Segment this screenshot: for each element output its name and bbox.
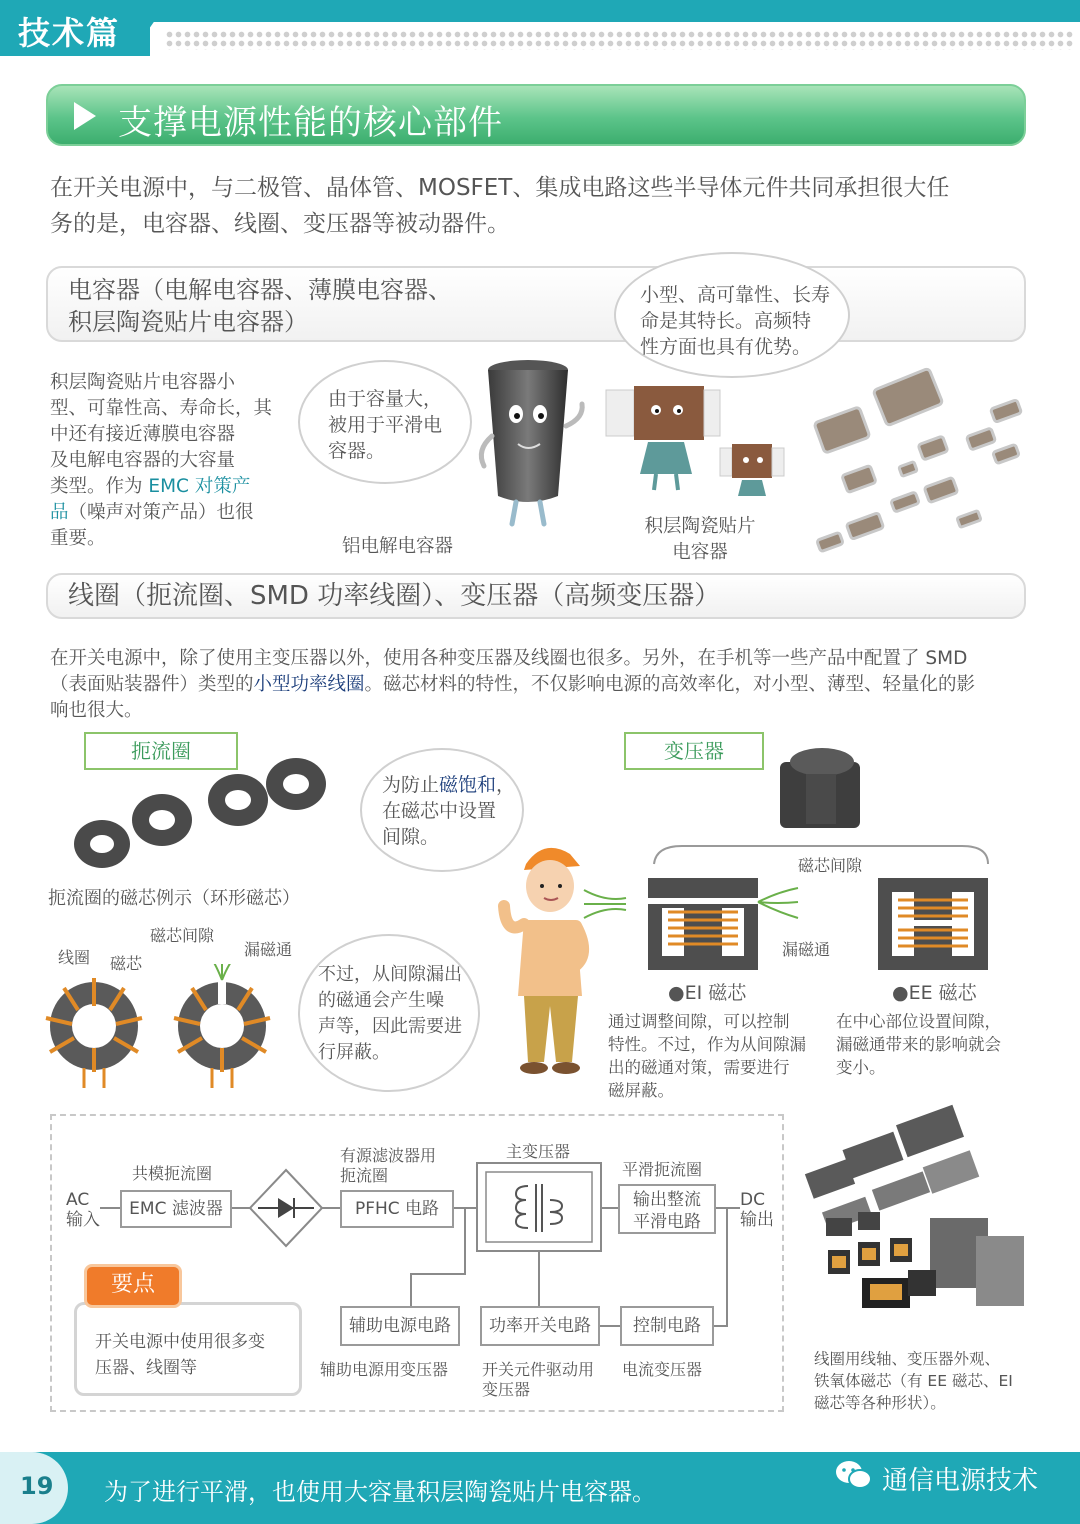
- coil-transformer-components-photo: [800, 1100, 1040, 1344]
- bubble-line: 的磁通会产生噪: [318, 990, 444, 1011]
- wire: [600, 1325, 620, 1327]
- ac-line: AC: [66, 1190, 90, 1210]
- speech-bubble-leakage: [298, 934, 480, 1092]
- ee-core-description: [836, 1010, 1001, 1079]
- capacitor-heading-line: 积层陶瓷贴片电容器）: [68, 308, 308, 336]
- emc-filter-block: EMC 滤波器: [120, 1190, 232, 1228]
- ac-line: 输入: [66, 1210, 100, 1230]
- desc-line: 通过调整间隙，可以控制: [608, 1012, 790, 1031]
- bubble-line: 小型、高可靠性、长寿: [640, 284, 831, 306]
- desc-line: 出的磁通对策，需要进行: [608, 1058, 790, 1077]
- label-line: 有源滤波器用: [340, 1146, 437, 1165]
- page-title: 支撑电源性能的核心部件: [118, 103, 503, 143]
- bubble-line: 声等，因此需要进: [318, 1016, 462, 1037]
- flux-lines-icon: [582, 880, 628, 926]
- intro-line: 务的是，电容器、线圈、变压器等被动器件。: [50, 211, 510, 237]
- diode-bridge-symbol: [248, 1168, 324, 1248]
- main-transformer-label: 主变压器: [506, 1142, 571, 1161]
- dc-output-label: [740, 1190, 774, 1230]
- mlcc-label-line: 积层陶瓷贴片: [644, 516, 756, 537]
- ee-core-title: ●EE 磁芯: [892, 982, 977, 1004]
- ei-gap-label: 磁芯间隙: [798, 856, 863, 875]
- bubble-line: 被用于平滑电: [328, 414, 443, 436]
- mlcc-label: [638, 514, 762, 566]
- toroid-leak-label: 漏磁通: [244, 940, 293, 959]
- wire: [714, 1325, 728, 1327]
- power-coil-highlight: 小型功率线圈: [253, 674, 365, 695]
- wire: [410, 1273, 412, 1307]
- body-line: 重要。: [50, 528, 106, 549]
- main-transformer-symbol: [476, 1162, 602, 1252]
- components-caption: [814, 1348, 1013, 1414]
- toroid-coil-diagrams: [40, 964, 280, 1090]
- wire: [726, 1207, 728, 1327]
- wire: [464, 1207, 466, 1275]
- common-mode-choke-label: 共模扼流圈: [132, 1164, 213, 1183]
- caption-line: 磁芯等各种形状）。: [814, 1394, 946, 1412]
- choke-label-box: 扼流圈: [84, 732, 238, 770]
- dc-line: 输出: [740, 1210, 774, 1230]
- aux-power-block: 辅助电源电路: [340, 1306, 460, 1346]
- bubble-line: 由于容量大，: [328, 388, 443, 410]
- speech-bubble-features: [614, 252, 850, 378]
- toroid-cores-photo: [70, 756, 330, 876]
- active-filter-choke-label: [340, 1146, 436, 1186]
- key-point-text: [95, 1329, 265, 1381]
- body-line: 在开关电源中，除了使用主变压器以外，使用各种变压器及线圈也很多。另外，在手机等一些产品中配置了 SMD: [50, 648, 968, 669]
- control-block: 控制电路: [620, 1306, 714, 1346]
- bubble-line: 性方面也具有优势。: [640, 336, 812, 358]
- caption-line: 线圈用线轴、变压器外观、: [814, 1350, 1001, 1368]
- body-line: 积层陶瓷贴片电容器小: [50, 372, 236, 393]
- wechat-icon: [834, 1458, 874, 1492]
- coil-body-text: [50, 646, 1040, 724]
- aluminum-capacitor-illustration: [470, 356, 600, 536]
- ei-leak-label: 漏磁通: [782, 940, 831, 959]
- desc-line: 在中心部位设置间隙，: [836, 1012, 1001, 1031]
- mlcc-character-illustration: [598, 382, 798, 512]
- wire: [716, 1207, 740, 1209]
- ei-ee-core-diagrams: [648, 878, 992, 974]
- switch-drive-transformer-label: [482, 1360, 594, 1400]
- bubble-line: 为防止: [382, 774, 440, 796]
- choke-caption: 扼流圈的磁芯例示（环形磁芯）: [48, 888, 300, 909]
- page-number: 19: [20, 1472, 54, 1500]
- emc-highlight: EMC 对策产: [148, 476, 251, 497]
- label-line: 扼流圈: [340, 1166, 389, 1185]
- intro-paragraph: [50, 170, 1030, 242]
- section-tab-label: 技术篇: [18, 14, 121, 52]
- bubble-line: 命是其特长。高频特: [640, 310, 812, 332]
- label-line: 变压器: [482, 1380, 531, 1399]
- capacitor-heading-line: 电容器（电解电容器、薄膜电容器、: [68, 276, 452, 304]
- bubble-line: 行屏蔽。: [318, 1042, 390, 1063]
- mlcc-chips-photo: [808, 366, 1038, 556]
- body-line: （表面贴装器件）类型的: [50, 674, 254, 695]
- desc-line: 漏磁通带来的影响就会: [836, 1035, 1001, 1054]
- capacitor-heading-bar: [46, 266, 1026, 342]
- bubble-line: 不过，从间隙漏出: [318, 964, 462, 985]
- smoothing-choke-label: 平滑扼流圈: [622, 1160, 703, 1179]
- play-arrow-icon: [74, 102, 96, 130]
- power-switch-block: 功率开关电路: [480, 1306, 600, 1346]
- capacitor-body-text: [50, 370, 280, 552]
- coil-heading: 线圈（扼流圈、SMD 功率线圈）、变压器（高频变压器）: [68, 581, 721, 611]
- ei-core-title: ●EI 磁芯: [668, 982, 747, 1004]
- section-title-bar: [46, 84, 1026, 146]
- toroid-gap-label: 磁芯间隙: [150, 926, 215, 945]
- block-line: 输出整流: [633, 1190, 701, 1210]
- body-line: 。磁芯材料的特性，不仅影响电源的高效率化，对小型、薄型、轻量化的影: [364, 674, 976, 695]
- speech-bubble-capacity: [298, 360, 472, 484]
- brand-name: 通信电源技术: [882, 1466, 1039, 1496]
- key-point-tag: 要点: [84, 1264, 182, 1308]
- body-line: 类型。作为: [50, 476, 143, 497]
- aux-transformer-label: 辅助电源用变压器: [320, 1360, 449, 1379]
- body-line: （噪声对策产品）也很: [68, 502, 254, 523]
- saturation-highlight: 磁饱和: [439, 774, 497, 796]
- wire: [322, 1207, 340, 1209]
- dc-line: DC: [740, 1190, 765, 1210]
- coil-heading-bar: [46, 573, 1026, 619]
- ei-core-description: [608, 1010, 806, 1102]
- pfhc-block: PFHC 电路: [340, 1190, 454, 1228]
- key-point-box: [74, 1302, 302, 1396]
- bubble-line: 间隙。: [382, 826, 440, 848]
- aluminum-capacitor-label: 铝电解电容器: [342, 536, 454, 557]
- wire: [100, 1207, 120, 1209]
- intro-line: 在开关电源中，与二极管、晶体管、MOSFET、集成电路这些半导体元件共同承担很大任: [50, 175, 950, 201]
- body-line: 及电解电容器的大容量: [50, 450, 236, 471]
- body-line: 中还有接近薄膜电容器: [50, 424, 236, 445]
- bubble-line: ，: [496, 774, 516, 796]
- dotted-rule: [165, 30, 1075, 50]
- body-line: 型、可靠性高、寿命长，其: [50, 398, 273, 419]
- desc-line: 磁屏蔽。: [608, 1081, 674, 1100]
- toroid-core-label: 磁芯: [110, 954, 143, 973]
- emc-highlight: 品: [50, 502, 69, 523]
- label-line: 开关元件驱动用: [482, 1360, 595, 1379]
- desc-line: 特性。不过，作为从间隙漏: [608, 1035, 806, 1054]
- ac-input-label: [66, 1190, 100, 1230]
- key-line: 开关电源中使用很多变: [95, 1332, 265, 1352]
- transformer-label-box: 变压器: [624, 732, 764, 770]
- key-line: 压器、线圈等: [95, 1358, 197, 1378]
- bubble-line: 在磁芯中设置: [382, 800, 497, 822]
- transformer-photo: [776, 744, 866, 834]
- desc-line: 变小。: [836, 1058, 886, 1077]
- footer-text: 为了进行平滑，也使用大容量积层陶瓷贴片电容器。: [104, 1478, 656, 1506]
- caption-line: 铁氧体磁芯（有 EE 磁芯、EI: [814, 1372, 1013, 1390]
- block-line: 平滑电路: [633, 1212, 701, 1232]
- toroid-coil-label: 线圈: [58, 948, 91, 967]
- bubble-line: 容器。: [328, 440, 386, 462]
- section-tab: [0, 0, 150, 56]
- wire: [410, 1273, 466, 1275]
- output-rectifier-block: [618, 1184, 716, 1234]
- current-transformer-label: 电流变压器: [622, 1360, 703, 1379]
- wire: [538, 1252, 540, 1306]
- mlcc-label-line: 电容器: [672, 542, 728, 563]
- body-line: 响也很大。: [50, 700, 143, 721]
